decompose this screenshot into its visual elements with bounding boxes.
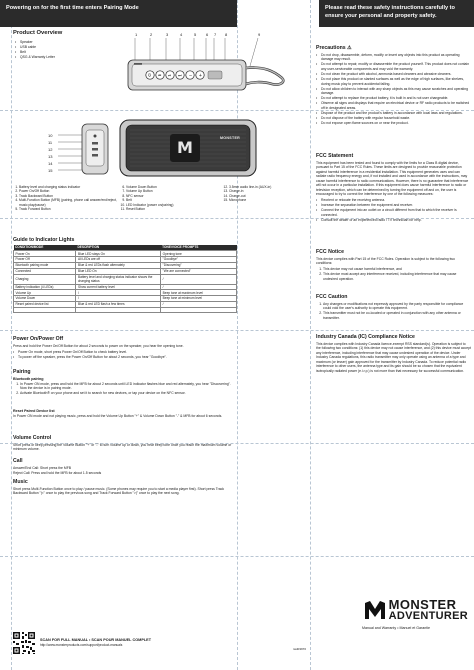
list-item: • Connect the equipment into an outlet on a circuit different from that to which the receiver is connected. [316,208,471,217]
list-item: 1. This device may not cause harmful interference, and [323,267,471,271]
svg-text:−: − [188,72,193,78]
fold-guide [0,556,474,557]
precautions-title [316,45,471,52]
pairing-subtitle: Bluetooth pairing [13,376,44,381]
table-cell: Power On [14,251,76,257]
table-cell: "We are connected" [161,268,237,274]
legend-item: 10. LED Indicator (power on/pairing) [126,203,223,207]
volume-section [13,432,237,453]
list-item: • USB cable [15,45,235,49]
list-item: • Do not drop, disassemble, deform, modify or insert any objects into this product as operating damage may result. [316,53,471,62]
ic-compliance-text: This device complies with Industry Canada licence-exempt RSS standard(s). Operation is subject to the following two conditions: (1) this device may not cause interference, and (2) this device must accept any interference, including interference that may cause undesired operation of the device. Under Industry Canada regulations, this radio transmitter may only operate using an antenna of a type and maximum (or lesser) gain approved for the transmitter by Industry Canada. To reduce potential radio interference to other users, the antenna type and its gain should be so chosen that the equivalent isotropically radiated power (e.i.r.p.) is not more than that necessary for successful communication. [316,341,471,373]
list-item: • Speaker [15,40,235,44]
table-cell: / [76,290,161,296]
table-row [14,274,237,284]
call-answer-text: Answer/End Call: Short press the MFB [13,465,72,470]
table-cell: Show current battery level [76,284,161,290]
power-section [13,333,237,360]
power-title: Power On/Power Off [13,336,64,342]
speaker-logo: MONSTER [220,136,241,140]
fcc-notice-title: FCC Notice [316,249,344,255]
power-list [13,350,237,360]
list-item: • Consult the dealer or an experienced radio / TV technician for help. [316,218,471,222]
callout-number: 13 [48,154,53,159]
table-header: TONE/VOICE PROMPTS [161,245,237,251]
brand-logo-row [318,598,468,623]
indicator-lights-table [13,245,237,313]
reset-text: In Power ON mode and not playing music, press and hold the Volume Up Button "+" & Volume Down Button "-" & MFB for about 6 seconds. [13,413,223,418]
table-cell [161,307,237,312]
callout-number: 10 [48,133,53,138]
legend-item: 5. Track Forward Button [19,207,120,211]
reset-subtitle: Reset Paired Device list [13,409,55,413]
fcc-notice-text: This device complies with Part 15 of the FCC Rules. Operation is subject to the following two conditions: [316,256,455,266]
callout-number: 4 [180,32,183,37]
music-text: Short press Multi-Function Button once to play / pause music. (Some phones may require you to start a media player first). Short press Track Backward Button "|<" once to play the previous song and Track Forward Button ">|" once to play the next song. [13,486,225,496]
precautions-list [316,53,471,126]
fcc-statement-text: This equipment has been tested and found to comply with the limits for a Class B digital device, pursuant to Part 15 of the FCC Rules. These limits are designed to provide reasonable protection against harmful interference in a residential installation. This equipment generates uses and can radiate radio frequency energy and, if not installed and used in accordance with the instructions, may cause harmful interference to radio communications. However, there is no guarantee that interference will not occur in a particular installation. If this equipment does cause harmful interference to radio or television reception, which can be determined by turning the equipment off and on, the user is encouraged to try to correct the interference by one of the following measures: [316,160,469,197]
legend-column-2 [120,185,223,212]
legend-item: 7. Volume Up Button [126,189,223,193]
ic-compliance-section [316,331,471,375]
svg-text:⏮: ⏮ [158,73,162,78]
parts-legend [13,185,323,212]
fcc-statement-title: FCC Statement [316,153,354,159]
table-cell: Battery indication (4 LEDs) [14,284,76,290]
fold-guide [11,0,12,670]
fcc-statement-section [316,150,471,223]
manual-url-link[interactable]: http://www.monsterproducts.com/support/product-manuals [40,643,123,647]
legend-item: 2. Power On/Off Button [19,189,120,193]
legend-item: 13. Charge-in [229,189,318,193]
callout-number: 3 [166,32,169,37]
table-cell: All LEDs are off [76,257,161,263]
callout-number: 5 [194,32,197,37]
table-cell: Reset paired device list [14,301,76,307]
left-header-title: Powering on for the first time enters Pairing Mode [6,5,139,11]
list-item: • Do not attempt to repair, modify or disassemble the product yourself. This product does not contain any user-serviceable components and may void the warranty. [316,62,471,71]
volume-text: Short press or keep pressing the Volume Button "+" or "-" to turn volume up or down, you hear beep tone once you reach the maximum volume or minimum volume. [13,442,232,452]
table-cell: Bluetooth pairing mode [14,262,76,268]
legend-item: 1. Battery level and charging status indicator [19,185,120,189]
table-cell: Power Off [14,257,76,263]
legend-item: 15. Microphone [229,198,318,202]
list-item: • QSG & Warranty Letter [15,55,235,59]
table-cell: / [76,296,161,302]
reset-section [13,408,237,420]
svg-text:⏭: ⏭ [178,73,182,78]
legend-item: 6. Volume Down Button [126,185,223,189]
call-title: Call [13,458,23,464]
brand-wordmark [389,598,468,623]
callout-number: 14 [48,161,53,166]
list-item: • Do not place this product on slanted surfaces as well as the edge of high surfaces, like shelves, during music play to prevent accidental falling. [316,77,471,86]
fold-guide [310,0,311,670]
legend-column-1 [13,185,120,212]
speaker-front-view-illustration [58,118,258,178]
indicator-lights-title: Guide to Indicator Lights [13,237,75,243]
power-text: Press and hold the Power On/Off Button for about 2 seconds to power on the speaker, you hear the opening tone. [13,343,184,348]
svg-text:M: M [177,138,193,157]
callout-number: 12 [48,147,53,152]
list-item: • Do not clean the product with alcohol, ammonia based cleaners and abrasive cleaners. [316,72,471,76]
table-cell [76,307,161,312]
table-header: CONDITION/MODE [14,245,76,251]
list-item: 2. This transmitter must not be co-located or operated in conjunction with any other antenna or transmitter. [323,311,471,320]
volume-title: Volume Control [13,435,52,441]
scan-text: SCAN FOR FULL MANUAL • SCAN POUR MANUEL COMPLET [40,638,152,642]
list-item: • Do not dispose of the battery with regular household waste. [316,116,471,120]
ic-compliance-title: Industry Canada (IC) Compliance Notice [316,334,415,340]
svg-text:⏯: ⏯ [168,73,172,78]
left-header-bar [0,0,237,27]
table-cell: Blue LED On [76,268,161,274]
list-item: • Reorient or relocate the receiving antenna. [316,198,471,202]
table-cell: Charging [14,274,76,284]
table-header: DESCRIPTION [76,245,161,251]
fcc-caution-list [316,302,471,320]
fold-guide [237,0,238,670]
precautions-title-text: Precautions [316,45,346,51]
svg-text:⏻: ⏻ [148,72,152,78]
table-cell: Beep tone at maximum level [161,290,237,296]
document-code: iwd03970 [293,647,306,651]
legend-item: 12. 3.5mm audio line-in (AUX-in) [229,185,318,189]
right-header-title: Please read these safety instructions carefully to ensure your personal and property safety. [325,5,455,19]
legend-item: 14. Charge-out [229,194,318,198]
warning-icon: ⚠ [347,45,352,51]
brand-name: MONSTER [388,597,457,612]
list-item: • To power off the speaker, press the Power On/Off Button for about 2 seconds, you hear "Goodbye". [13,355,237,359]
product-overview-title: Product Overview [13,30,63,36]
scan-footer [40,638,240,647]
table-cell: Beep tone at minimum level [161,296,237,302]
table-cell: Opening tone [161,251,237,257]
list-item: • Observe all signs and displays that require an electrical device or RF radio products to be switched off in designated areas. [316,101,471,110]
table-row [14,307,237,312]
callout-number: 9 [258,32,261,37]
legend-column-3 [223,185,318,212]
list-item: 1. In Power ON mode, press and hold the MFB for about 2 seconds until LED indicator flashes blue and red alternately, you hear "Discovering". Now the device is in pairing mode. [20,382,237,391]
callout-number: 6 [206,32,209,37]
list-item: • Power On mode, short press Power On/Off Button to check battery level. [13,350,237,354]
table-cell: / [161,301,237,307]
speaker-top-view-illustration [100,38,300,100]
svg-text:+: + [198,72,203,78]
table-cell: Blue & red LED flash a few times [76,301,161,307]
brand-logo [318,598,468,630]
callout-number: 11 [48,140,53,145]
fcc-caution-section [316,291,471,321]
product-name: ADVENTURER [388,610,468,622]
list-item: • Do not allow children to interact with any sharp objects as this may cause scratches and operating damage. [316,87,471,96]
callout-number: 7 [214,32,217,37]
legend-item: 9. Belt [126,198,223,202]
table-cell: "Discovering" [161,262,237,268]
monster-m-icon [364,600,386,620]
right-header-bar [319,0,474,27]
fcc-notice-section [316,246,471,282]
list-item: 1. Any changes or modifications not expressly approved by the party responsible for compliance could void the user's authority to operate this equipment. [323,302,471,311]
list-item: 2. Activate Bluetooth® on your phone and set it to search for new devices, or tap your device on the NFC sensor. [20,391,237,395]
call-section [13,455,237,477]
table-cell [14,307,76,312]
list-item: 2. This device must accept any interference received, including interference that may cause undesired operation. [323,272,471,281]
table-cell: "Goodbye" [161,257,237,263]
table-cell: Blue LED stays On [76,251,161,257]
fcc-caution-title: FCC Caution [316,294,348,300]
legend-item: 11. Reset Button [126,207,223,211]
precautions-section [316,42,471,126]
list-item: • Do not expose open flame sources on or near the product. [316,121,471,125]
table-cell: / [161,284,237,290]
callout-number: 2 [150,32,153,37]
qr-code-icon[interactable] [12,631,36,655]
table-cell: / [161,274,237,284]
music-title: Music [13,479,28,485]
list-item: • Do not attempt to replace the product battery, it is built in and is not user changeable. [316,96,471,100]
manual-subtitle: Manual and Warranty • Manuel et Garantie [362,625,431,630]
call-reject-text: Reject Call: Press and hold the MFB for about 1.5 seconds [13,470,102,475]
table-cell: Blue & red LEDs flash alternately [76,262,161,268]
table-cell: Volume Up [14,290,76,296]
legend-item: 8. NFC sensor [126,194,223,198]
table-cell: Connected [14,268,76,274]
table-cell: Battery level and charging status indicator shows the charging status [76,274,161,284]
callout-number: 15 [48,168,53,173]
legend-item: 3. Track Backward Button [19,194,120,198]
table-cell: Volume Down [14,296,76,302]
pairing-steps [13,382,237,396]
callout-number: 1 [135,32,138,37]
legend-item: 4. Multi-Function Button (MFB) (pairing, phone call answer/end/reject, music play/pause) [19,198,120,207]
fcc-notice-conditions [316,267,471,281]
callout-number: 8 [225,32,228,37]
music-section [13,476,237,497]
list-item: • Increase the separation between the equipment and receiver. [316,203,471,207]
indicator-lights-section [13,234,239,313]
pairing-title: Pairing [13,369,31,375]
list-item: • Dispose of the product and the product's battery in accordance with local laws and regulations. [316,111,471,115]
fcc-measures-list [316,198,471,222]
pairing-section [13,366,237,396]
list-item: • Belt [15,50,235,54]
